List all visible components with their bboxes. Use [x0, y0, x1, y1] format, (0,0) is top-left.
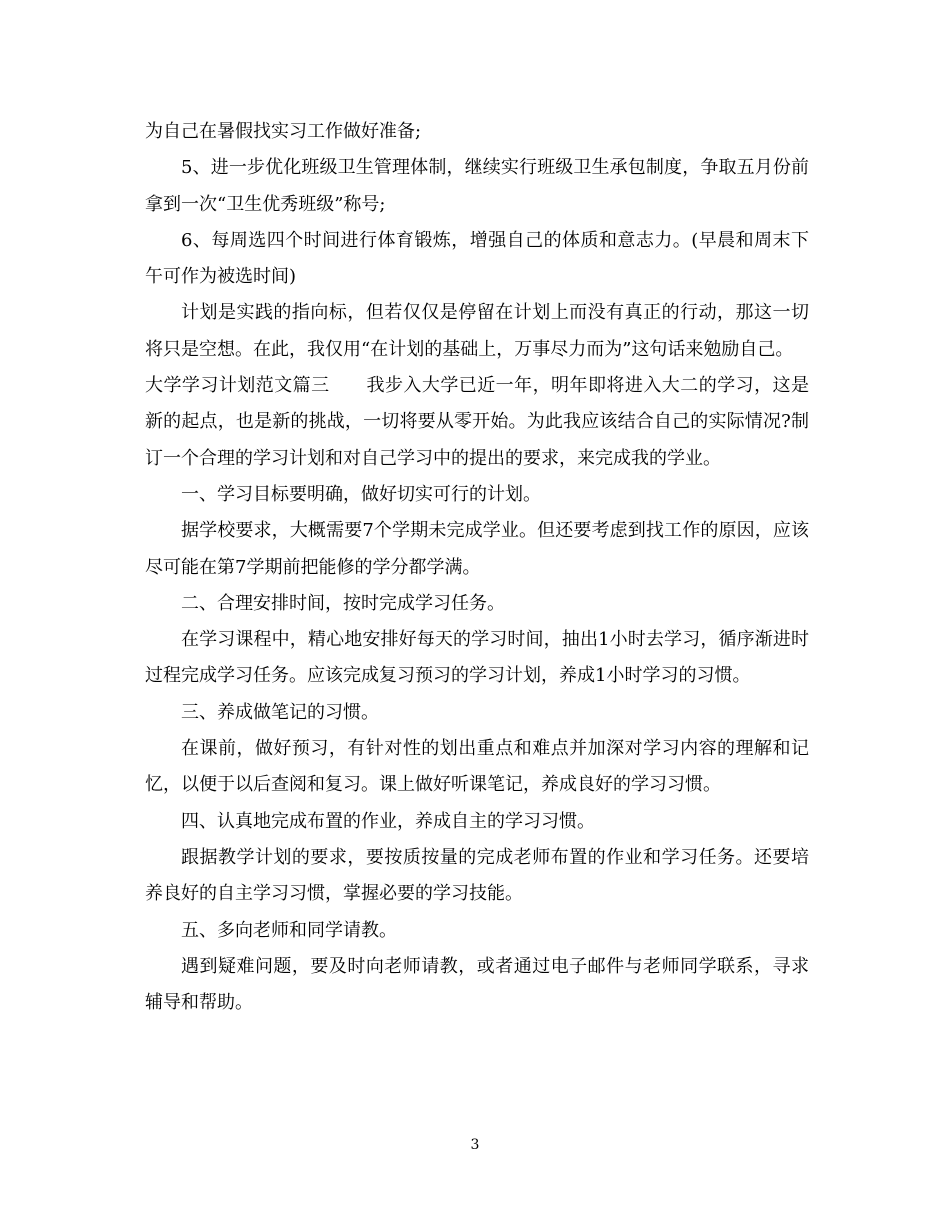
paragraph: 5、进一步优化班级卫生管理体制，继续实行班级卫生承包制度，争取五月份前拿到一次“卫生优秀班级”称号; — [145, 157, 809, 215]
section-heading-paragraph: 大学学习计划范文篇三 我步入大学已近一年，明年即将进入大二的学习，这是新的起点，也是新的挑战，一切将要从零开始。为此我应该结合自己的实际情况?制订一个合理的学习计划和对自己学习中的提出的要求，来完成我的学业。 — [145, 375, 809, 469]
paragraph: 跟据教学计划的要求，要按质按量的完成老师布置的作业和学习任务。还要培养良好的自主学习习惯，掌握必要的学习技能。 — [145, 846, 809, 905]
page-number: 3 — [470, 1137, 480, 1153]
list-heading: 五、多向老师和同学请教。 — [181, 919, 397, 941]
paragraph: 据学校要求，大概需要7个学期未完成学业。但还要考虑到找工作的原因，应该尽可能在第7学期前把能修的学分都学满。 — [145, 520, 809, 578]
paragraph: 6、每周选四个时间进行体育锻炼，增强自己的体质和意志力。(早晨和周末下午可作为被选时间) — [145, 229, 809, 288]
paragraph: 在课前，做好预习，有针对性的划出重点和难点并加深对学习内容的理解和记忆，以便于以后查阅和复习。课上做好听课笔记，养成良好的学习习惯。 — [145, 738, 809, 796]
list-heading: 三、养成做笔记的习惯。 — [181, 701, 379, 723]
paragraph: 在学习课程中，精心地安排好每天的学习时间，抽出1小时去学习，循序渐进时过程完成学习任务。应该完成复习预习的学习计划，养成1小时学习的习惯。 — [145, 629, 809, 687]
paragraph: 为自己在暑假找实习工作做好准备; — [145, 121, 422, 142]
document-body — [145, 114, 809, 1021]
list-heading: 一、学习目标要明确，做好切实可行的计划。 — [181, 483, 541, 505]
paragraph: 计划是实践的指向标，但若仅仅是停留在计划上而没有真正的行动，那这一切将只是空想。在此，我仅用“在计划的基础上，万事尽力而为”这句话来勉励自己。 — [145, 302, 809, 360]
paragraph: 遇到疑难问题，要及时向老师请教，或者通过电子邮件与老师同学联系，寻求辅导和帮助。 — [145, 955, 809, 1014]
list-heading: 四、认真地完成布置的作业，养成自主的学习习惯。 — [181, 810, 595, 832]
list-heading: 二、合理安排时间，按时完成学习任务。 — [181, 592, 505, 614]
